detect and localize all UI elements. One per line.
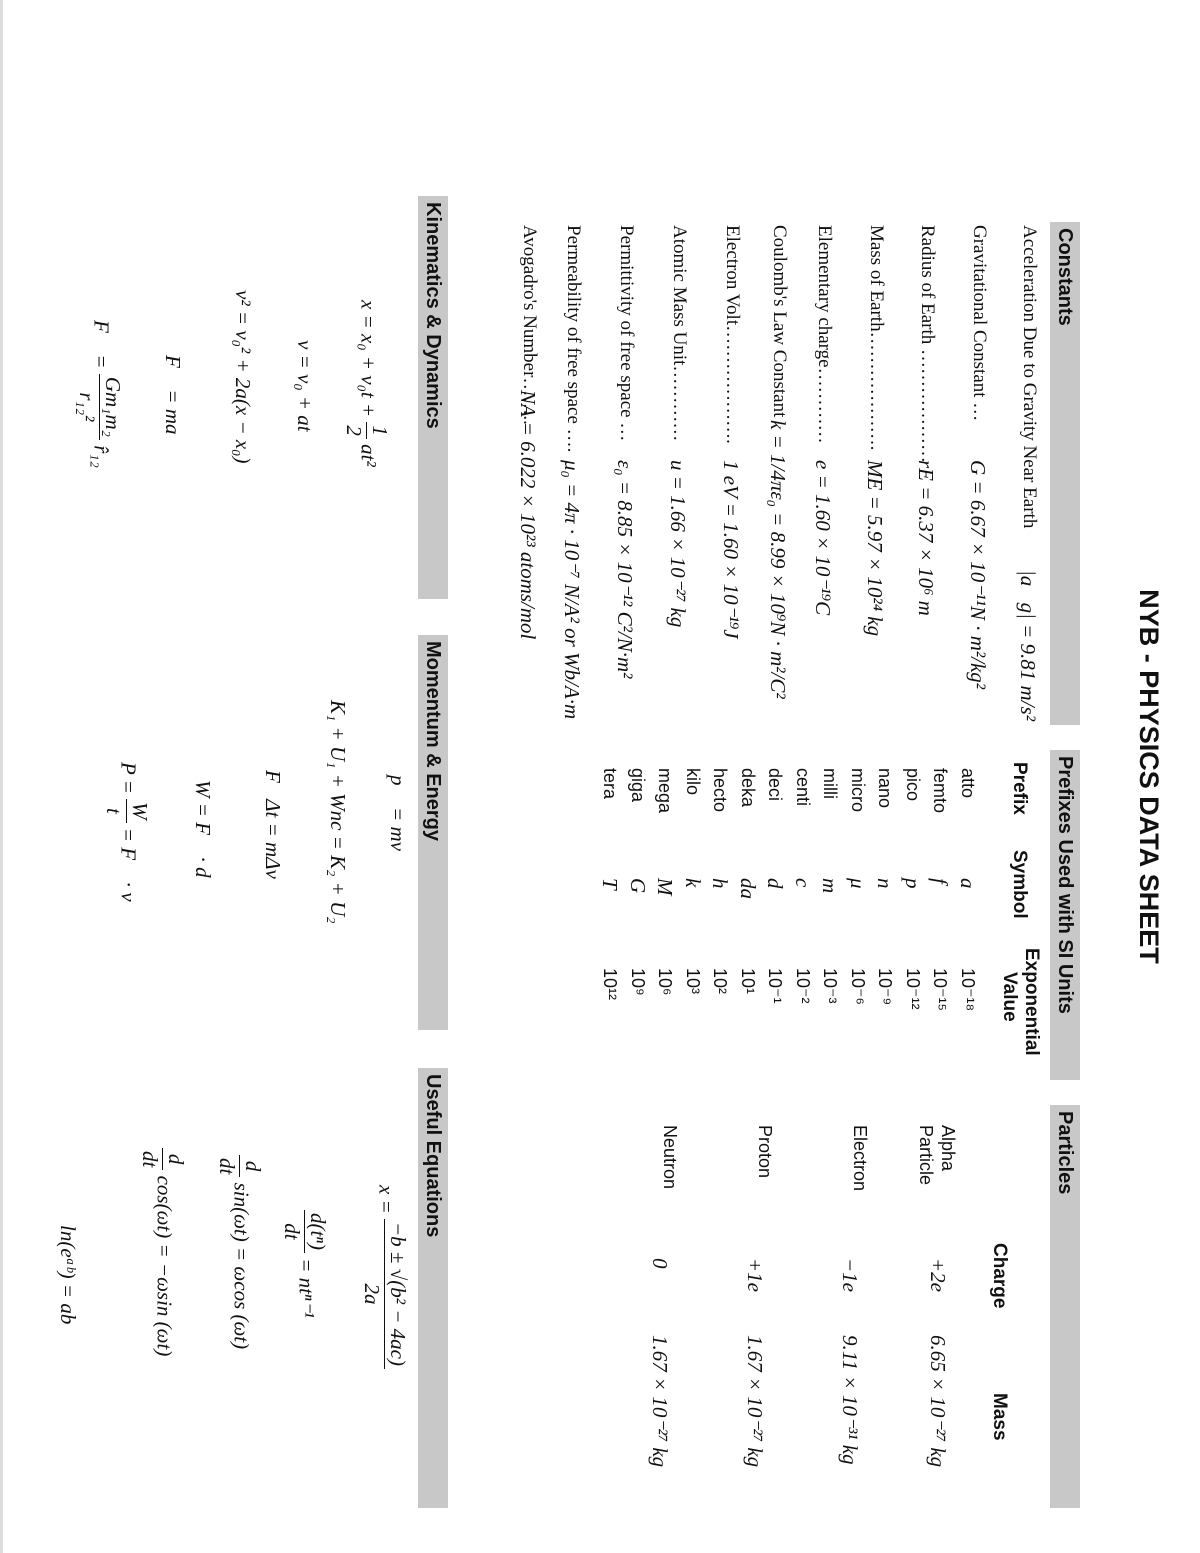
constant-label: Permeability of free space ….	[563, 225, 584, 453]
particle-name: Neutron	[660, 1125, 680, 1190]
constant-value: e = 1.60 × 10⁻¹⁹C	[811, 460, 835, 616]
constant-label: Acceleration Due to Gravity Near Earth	[1019, 225, 1040, 529]
constant-value: k = 1/4πε₀ = 8.99 × 10⁹N · m²/C²	[766, 420, 790, 699]
prefix-exponent: 10⁻⁶	[848, 968, 868, 1005]
particle-name: Electron	[850, 1125, 870, 1192]
constant-value: rE = 6.37 × 10⁶ m	[914, 460, 938, 616]
particle-name: Proton	[755, 1125, 775, 1179]
prefix-exponent: 10⁻³	[820, 968, 841, 1004]
prefix-name: mega	[655, 768, 676, 814]
prefix-exponent: 10⁻¹⁸	[958, 968, 978, 1012]
particle-mass: 6.65 × 10⁻²⁷ kg	[926, 1335, 950, 1468]
momentum-equation: F⃗Δt = mΔv⃗	[261, 770, 285, 896]
prefix-symbol: a	[956, 878, 980, 889]
prefix-exponent: 10⁻⁹	[875, 968, 896, 1006]
momentum-equation: W = F⃗ · d⃗	[191, 780, 215, 894]
constant-value: 1 eV = 1.60 × 10⁻¹⁹J	[719, 460, 743, 639]
constant-value: μ₀ = 4π · 10⁻⁷ N/A² or Wb/A·m	[560, 460, 584, 720]
particle-name: Alpha	[938, 1125, 958, 1172]
prefix-name: pico	[903, 768, 923, 802]
constant-label: Gravitational Constant …	[969, 225, 990, 422]
useful-equation: d dt sin(ωt) = ωcos (ωt)	[214, 1155, 265, 1349]
prefix-symbol: μ	[846, 878, 870, 889]
prefix-exponent: 10¹²	[600, 968, 621, 1001]
momentum-equation: P = W t = F⃗ · v⃗	[102, 762, 152, 918]
kinematics-equation: v = v₀ + at	[293, 340, 317, 432]
prefix-name: nano	[875, 768, 896, 809]
prefix-symbol: da	[736, 878, 760, 899]
constant-label: Elementary charge…………	[814, 225, 835, 444]
prefix-symbol: d	[763, 878, 788, 889]
constant-label: Atomic Mass Unit…………	[669, 225, 690, 442]
constant-label: Radius of Earth ………………	[917, 225, 938, 464]
page-title: NYB - PHYSICS DATA SHEET	[1134, 589, 1164, 964]
constant-label: Coulomb's Law Constant	[769, 225, 790, 418]
constant-label: Permittivity of free space …	[616, 225, 637, 442]
page-edge	[0, 0, 3, 1553]
prefix-symbol: n	[873, 878, 898, 889]
prefix-name: kilo	[683, 768, 703, 796]
prefix-name: micro	[848, 768, 868, 812]
useful-equation: d dt cos(ωt) = −ωsin (ωt)	[137, 1148, 188, 1356]
constant-label: Electron Volt……………….	[722, 225, 743, 444]
prefix-exponent: 10⁻¹⁵	[930, 968, 951, 1011]
kinematics-header: Kinematics & Dynamics	[418, 196, 448, 599]
prefix-symbol: M	[653, 878, 678, 896]
prefix-name: femto	[930, 768, 951, 814]
prefix-name: giga	[628, 768, 648, 803]
kinematics-equation: v² = v₀² + 2a(x − x₀)	[231, 290, 255, 464]
prefix-name: tera	[600, 768, 621, 800]
kinematics-equation: F⃗ = Gm₁m₂ r₁₂² r̂₁₂	[75, 320, 125, 468]
prefix-symbol: T	[598, 878, 623, 890]
particle-name: Particle	[916, 1125, 936, 1186]
prefix-exponent: 10⁻²	[793, 968, 813, 1004]
prefixes-col-value: Value	[999, 972, 1020, 1022]
prefixes-header: Prefixes Used with SI Units	[1050, 750, 1080, 1080]
prefix-symbol: h	[708, 878, 733, 889]
useful-header: Useful Equations	[418, 1068, 448, 1508]
prefix-symbol: p	[901, 878, 925, 889]
constant-label: Avogadro's Number……..	[519, 225, 540, 425]
prefix-name: deci	[765, 768, 786, 802]
particle-charge: +1e	[743, 1258, 767, 1292]
kinematics-equation: x = x₀ + v₀t + 1 2 at²	[342, 300, 392, 467]
prefix-name: deka	[738, 768, 758, 808]
useful-equation: x = −b ± √(b² − 4ac) 2a	[359, 1185, 410, 1369]
particle-mass: 1.67 × 10⁻²⁷ kg	[648, 1335, 672, 1468]
particle-charge: 0	[648, 1258, 672, 1269]
prefixes-col-symbol: Symbol	[1009, 850, 1030, 919]
particle-charge: −1e	[838, 1258, 862, 1292]
momentum-equation: K₁ + U₁ + Wnc = K₂ + U₂	[326, 700, 350, 924]
prefix-exponent: 10⁻¹²	[903, 968, 923, 1010]
prefix-exponent: 10²	[710, 968, 731, 995]
prefix-symbol: f	[928, 878, 953, 884]
prefix-name: centi	[793, 768, 813, 807]
useful-equation: d(tⁿ) dt = ntⁿ⁻¹	[279, 1210, 330, 1318]
prefix-symbol: k	[681, 878, 705, 888]
momentum-header: Momentum & Energy	[418, 635, 448, 1030]
constant-value: ε₀ = 8.85 × 10⁻¹² C²/N·m²	[613, 460, 637, 679]
particles-header: Particles	[1050, 1105, 1080, 1508]
momentum-equation: p⃗ = mv⃗	[386, 775, 410, 868]
prefixes-col-exponential: Exponential	[1021, 948, 1042, 1056]
particle-mass: 1.67 × 10⁻²⁷ kg	[743, 1335, 767, 1468]
prefix-symbol: m	[818, 878, 843, 894]
constant-value: ME = 5.97 × 10²⁴ kg	[863, 460, 887, 637]
particles-col-mass: Mass	[989, 1393, 1010, 1441]
prefix-exponent: 10⁹	[628, 968, 648, 996]
constant-value: NA = 6.022 × 10²³ atoms/mol	[516, 390, 540, 640]
constant-label: Mass of Earth……………….	[866, 225, 887, 451]
particles-col-charge: Charge	[989, 1243, 1010, 1309]
useful-equation: ln(eᵃᵇ) = ab	[56, 1225, 80, 1325]
prefixes-col-prefix: Prefix	[1009, 762, 1030, 815]
prefix-name: atto	[958, 768, 978, 799]
constant-value: u = 1.66 × 10⁻²⁷ kg	[666, 460, 690, 628]
prefix-name: milli	[820, 768, 841, 799]
constants-header: Constants	[1050, 222, 1080, 725]
prefix-exponent: 10⁻¹	[765, 968, 786, 1004]
particle-charge: +2e	[926, 1258, 950, 1292]
prefix-exponent: 10³	[683, 968, 703, 995]
prefix-exponent: 10⁶	[655, 968, 676, 996]
prefix-symbol: G	[626, 878, 650, 894]
prefix-exponent: 10¹	[738, 968, 758, 995]
particle-mass: 9.11 × 10⁻³¹ kg	[838, 1335, 862, 1465]
prefix-symbol: c	[791, 878, 815, 888]
prefix-name: hecto	[710, 768, 731, 813]
constant-value: |a⃗g| = 9.81 m/s²	[1016, 570, 1040, 722]
kinematics-equation: F⃗ = ma⃗	[161, 355, 185, 451]
constant-value: G = 6.67 × 10⁻¹¹N · m²/kg²	[966, 460, 990, 690]
